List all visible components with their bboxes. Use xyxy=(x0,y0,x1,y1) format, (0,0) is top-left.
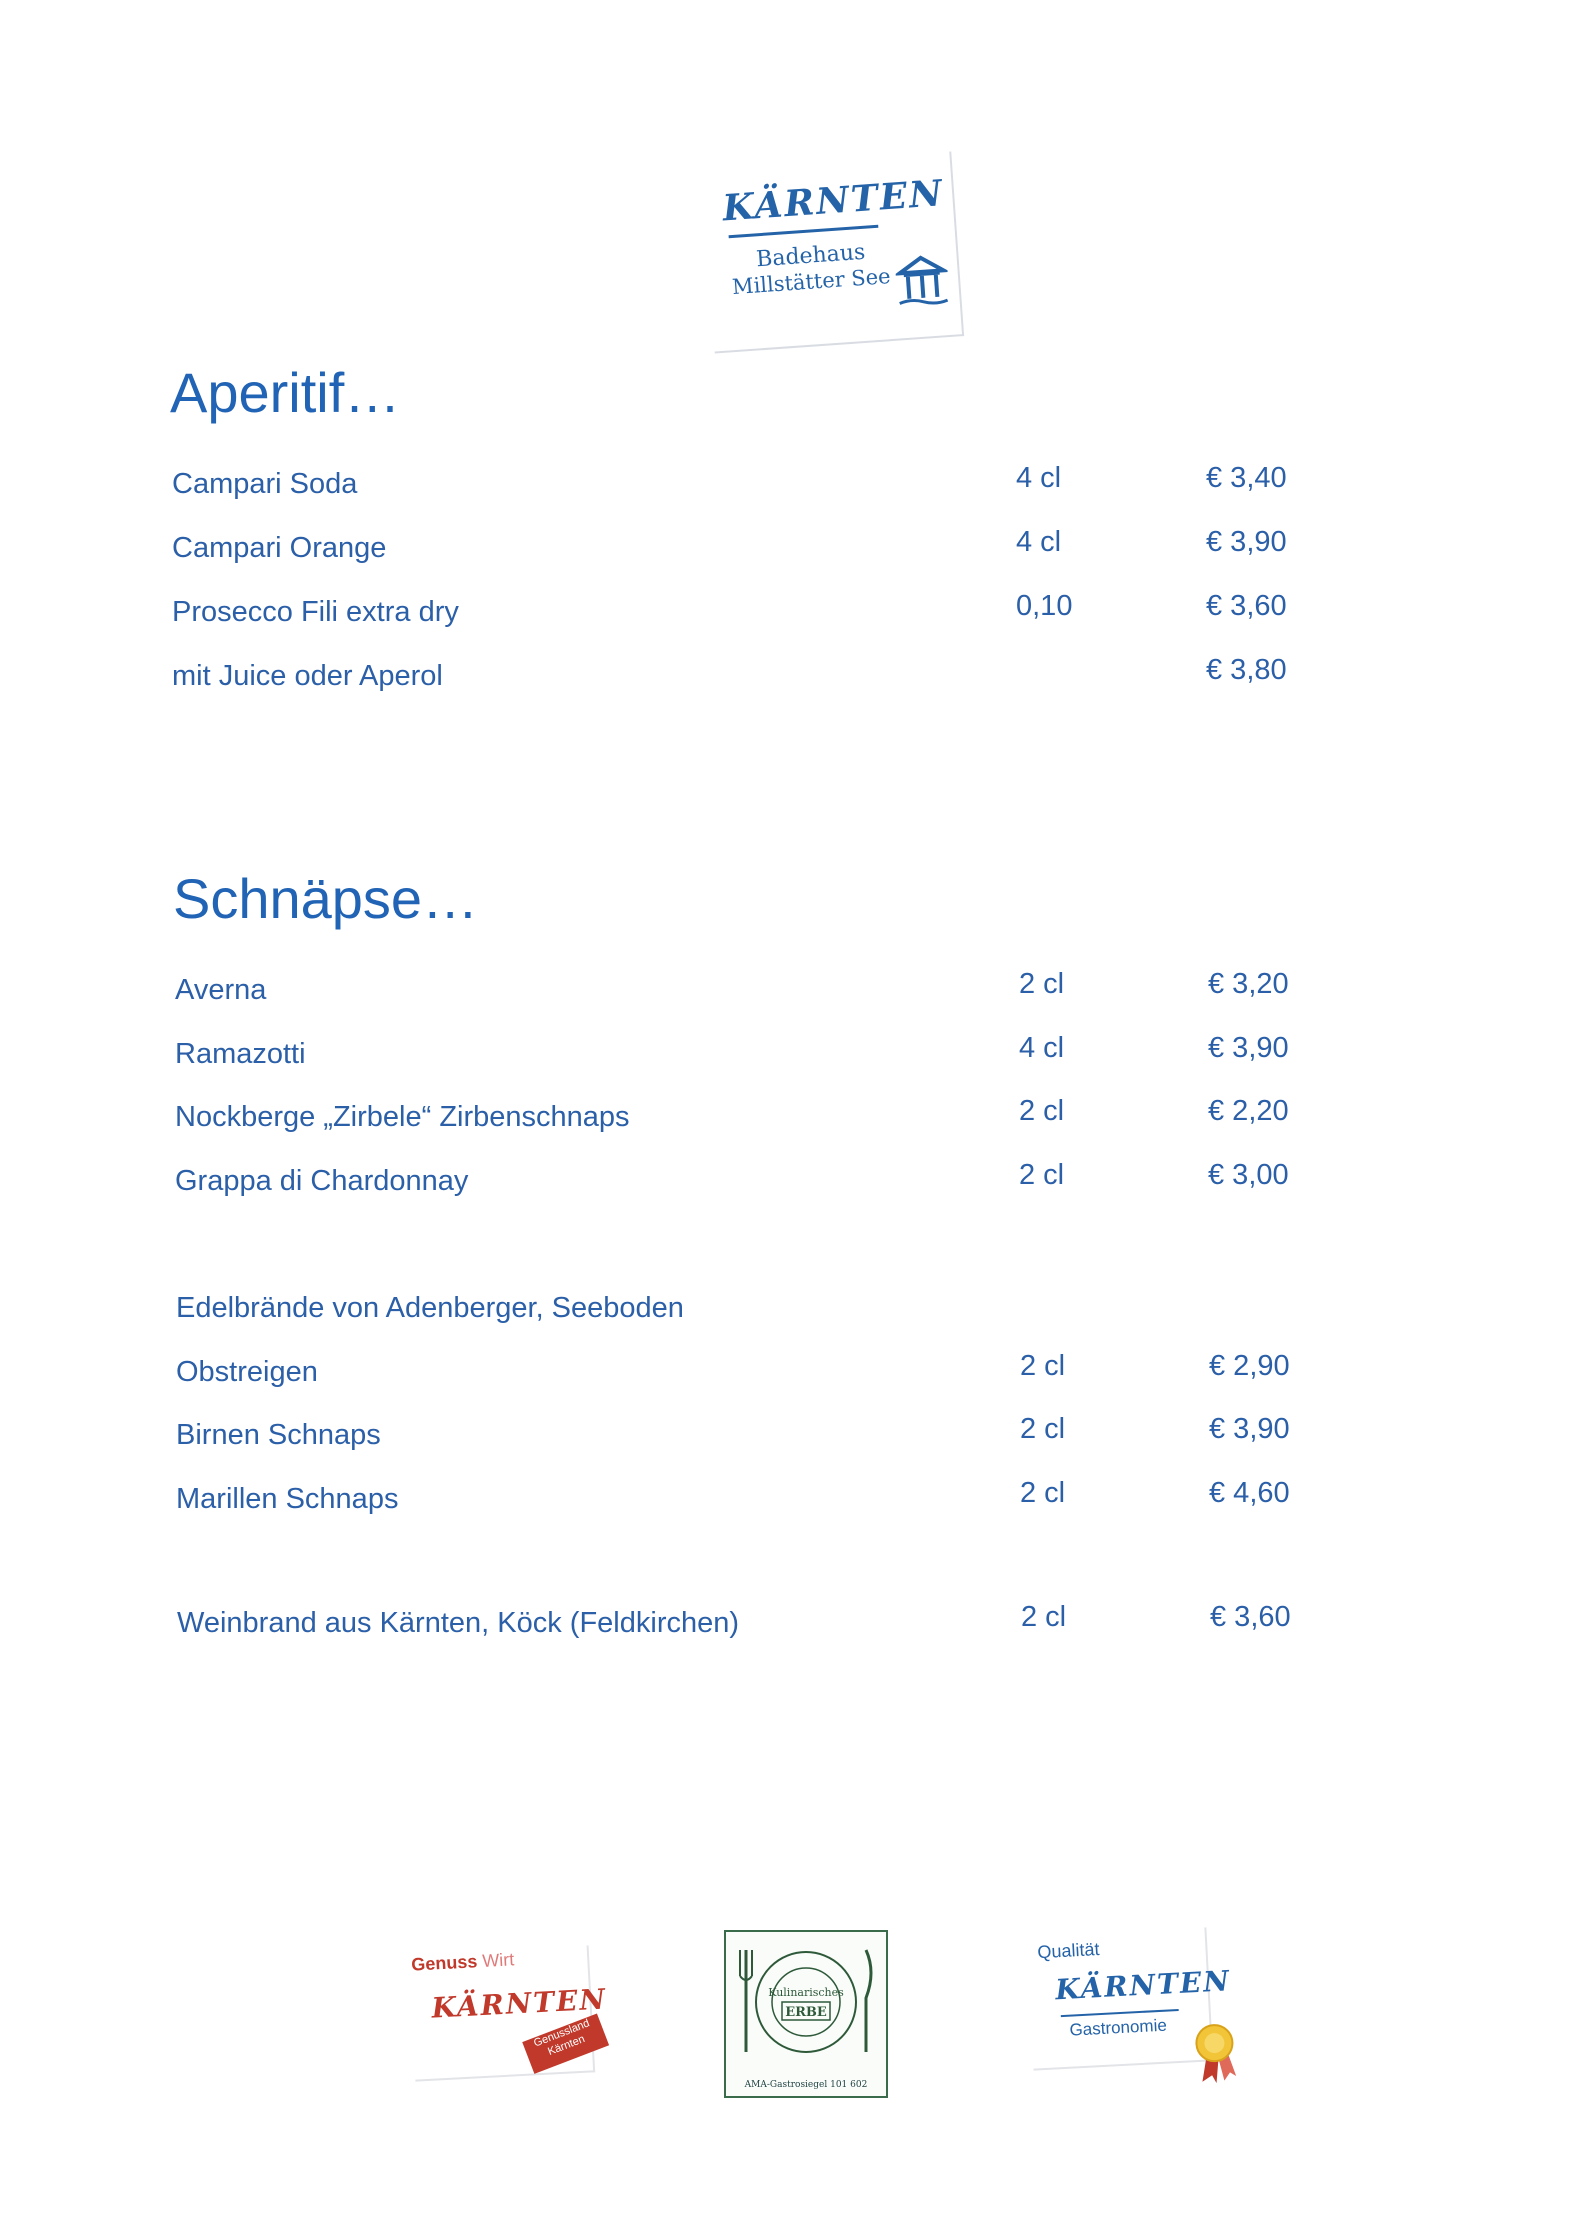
item-name: Campari Orange xyxy=(172,532,387,564)
item-quantity: 2 cl xyxy=(1020,1413,1066,1445)
quality-seal-icon xyxy=(1191,2022,1238,2084)
item-price: € 3,80 xyxy=(1206,654,1287,686)
genuss-wirt-badge xyxy=(409,1945,608,2081)
item-name: Marillen Schnaps xyxy=(176,1483,399,1515)
item-quantity: 4 cl xyxy=(1016,462,1062,494)
logo-wordmark: KÄRNTEN xyxy=(721,172,946,230)
item-name: Prosecco Fili extra dry xyxy=(172,596,459,628)
genuss-wirt-label: Genuss Wirt xyxy=(410,1949,515,1975)
section-title-aperitif: Aperitif… xyxy=(170,361,401,424)
item-quantity: 2 cl xyxy=(1019,1095,1065,1127)
item-quantity: 2 cl xyxy=(1021,1601,1067,1633)
header-logo xyxy=(702,152,964,354)
item-quantity: 4 cl xyxy=(1019,1032,1065,1064)
item-name: Ramazotti xyxy=(175,1038,306,1070)
item-price: € 3,60 xyxy=(1210,1601,1291,1633)
item-price: € 3,00 xyxy=(1208,1159,1289,1191)
item-price: € 3,60 xyxy=(1206,590,1287,622)
item-quantity: 2 cl xyxy=(1019,968,1065,1000)
item-quantity: 2 cl xyxy=(1020,1350,1066,1382)
item-name: Grappa di Chardonnay xyxy=(175,1165,469,1197)
genuss-wordmark: KÄRNTEN xyxy=(430,1982,608,2025)
pavilion-icon xyxy=(894,252,950,308)
erbe-seal-icon xyxy=(726,1932,886,2072)
qualitaet-label: Qualität xyxy=(1036,1939,1100,1963)
qualitaet-wordmark: KÄRNTEN xyxy=(1054,1964,1232,2007)
erbe-center-line1: Kulinarisches xyxy=(768,1986,844,1999)
section-title-schnaepse: Schnäpse… xyxy=(173,867,479,930)
item-name: Averna xyxy=(175,974,267,1006)
genussland-ribbon: Genussland Kärnten xyxy=(522,2014,609,2074)
qualitaet-badge xyxy=(1027,1927,1232,2070)
item-price: € 3,40 xyxy=(1206,462,1287,494)
logo-subtitle-line2: Millstätter See xyxy=(731,264,892,300)
item-price: € 3,90 xyxy=(1206,526,1287,558)
item-quantity: 2 cl xyxy=(1019,1159,1065,1191)
item-quantity: 0,10 xyxy=(1016,590,1073,622)
item-name: Obstreigen xyxy=(176,1356,318,1388)
item-quantity: 2 cl xyxy=(1020,1477,1066,1509)
item-quantity: 4 cl xyxy=(1016,526,1062,558)
item-name: Nockberge „Zirbele“ Zirbenschnaps xyxy=(175,1101,630,1133)
item-price: € 3,90 xyxy=(1209,1413,1290,1445)
item-name: Weinbrand aus Kärnten, Köck (Feldkirchen) xyxy=(177,1607,740,1639)
item-price: € 3,20 xyxy=(1208,968,1289,1000)
item-name: Birnen Schnaps xyxy=(176,1419,381,1451)
logo-subtitle-line1: Badehaus xyxy=(755,239,867,273)
item-price: € 2,20 xyxy=(1208,1095,1289,1127)
item-name: mit Juice oder Aperol xyxy=(172,660,443,692)
subsection-heading: Edelbrände von Adenberger, Seeboden xyxy=(176,1292,684,1324)
item-name: Campari Soda xyxy=(172,468,358,500)
kulinarisches-erbe-seal xyxy=(724,1930,888,2098)
qualitaet-subtitle: Gastronomie xyxy=(1069,2015,1168,2040)
erbe-center-line2: ERBE xyxy=(785,2005,827,2020)
item-price: € 3,90 xyxy=(1208,1032,1289,1064)
item-price: € 2,90 xyxy=(1209,1350,1290,1382)
erbe-footer: AMA-Gastrosiegel 101 602 xyxy=(744,2080,868,2090)
item-price: € 4,60 xyxy=(1209,1477,1290,1509)
